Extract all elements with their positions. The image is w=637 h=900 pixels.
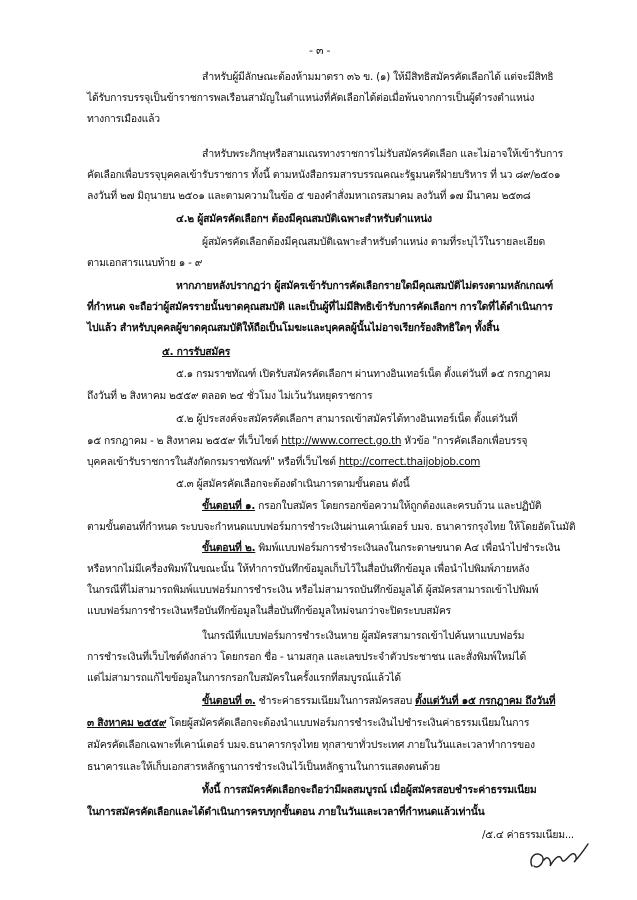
text-line: สมัครคัดเลือกเฉพาะที่เคาน์เตอร์ บมจ.ธนาคารกรุงไทย ทุกสาขาทั่วประเทศ ภายในวันและเวลาทำการของ (87, 739, 535, 751)
step-label: ขั้นตอนที่ ๓. (202, 695, 256, 707)
step-label: ขั้นตอนที่ ๒. (202, 542, 256, 554)
text-line: ในกรณีที่ไม่สามารถพิมพ์แบบฟอร์มการชำระเงิน หรือไม่สามารถบันทึกข้อมูลได้ ผู้สมัครสามารถเข้าไปพิมพ์ (87, 584, 539, 596)
continuation-note: /๕.๔ ค่าธรรมเนียม... (482, 829, 574, 841)
text-line: ลงวันที่ ๒๗ มิถุนายน ๒๕๐๑ และตามความในข้อ ๕ ของคำสั่งมหาเถรสมาคม ลงวันที่ ๑๗ มีนาคม ๒๕๓๘ (87, 190, 531, 202)
text-fragment: พิมพ์แบบฟอร์มการชำระเงินลงในกระดาษขนาด A๔ เพื่อนำไปชำระเงิน (255, 542, 561, 554)
text-fragment: ๑๕ กรกฎาคม - ๒ สิงหาคม ๒๕๕๙ ที่เว็บไซต์ (87, 435, 282, 447)
text-fragment: ชำระค่าธรรมเนียมในการสมัครสอบ (255, 695, 415, 707)
text-fragment: กรอกใบสมัคร โดยกรอกข้อความให้ถูกต้องและครบถ้วน และปฏิบัติ (255, 500, 542, 512)
text-line: ธนาคารและให้เก็บเอกสารหลักฐานการชำระเงินไว้เป็นหลักฐานในการแสดงตนด้วย (87, 761, 440, 773)
step-line (87, 717, 529, 730)
text-line: ได้รับการบรรจุเป็นข้าราชการพลเรือนสามัญในตำแหน่งที่คัดเลือกได้ต่อเมื่อพ้นจากการเป็นผู้ดำรงตำแหน่ง (87, 92, 535, 104)
text-line: ตามเอกสารแนบท้าย ๑ - ๙ (87, 257, 203, 269)
text-line: ๕.๑ กรมราชทัณฑ์ เปิดรับสมัครคัดเลือกฯ ผ่านทางอินเทอร์เน็ต ตั้งแต่วันที่ ๑๕ กรกฎาคม (176, 368, 551, 380)
text-line-with-link (87, 456, 480, 469)
date-emphasis: ๓ สิงหาคม ๒๕๕๙ (87, 717, 167, 729)
text-line: ผู้สมัครคัดเลือกต้องมีคุณสมบัติเฉพาะสำหรับตำแหน่ง ตามที่ระบุไว้ในรายละเอียด (202, 236, 546, 248)
correct-website-link[interactable]: http://www.correct.go.th (281, 435, 402, 447)
text-line: ๕.๓ ผู้สมัครคัดเลือกจะต้องดำเนินการตามขั้นตอน ดังนี้ (176, 478, 410, 490)
handwritten-initials-icon (526, 836, 596, 876)
text-fragment: โดยผู้สมัครคัดเลือกจะต้องนำแบบฟอร์มการชำระเงินไปชำระเงินค่าธรรมเนียมในการ (166, 717, 530, 729)
text-line: ในกรณีที่แบบฟอร์มการชำระเงินหาย ผู้สมัครสามารถเข้าไปค้นหาแบบฟอร์ม (202, 630, 525, 642)
text-line: ตามขั้นตอนที่กำหนด ระบบจะกำหนดแบบฟอร์มการชำระเงินผ่านเคาน์เตอร์ บมจ. ธนาคารกรุงไทย ให้โดยอัตโนมัติ (87, 521, 576, 533)
text-line: แต่ไม่สามารถแก้ไขข้อมูลในการกรอกใบสมัครในครั้งแรกที่สมบูรณ์แล้วได้ (87, 672, 401, 684)
text-fragment: บุคคลเข้ารับราชการในสังกัดกรมราชทัณฑ์" หรือที่เว็บไซต์ (87, 456, 339, 468)
text-line-bold: ที่กำหนด จะถือว่าผู้สมัครรายนั้นขาดคุณสมบัติ และเป็นผู้ที่ไม่มีสิทธิเข้ารับการคัดเลือกฯ การใดที่ได้ดำเนินการ (87, 301, 553, 313)
text-line: ทางการเมืองแล้ว (87, 113, 160, 125)
text-line-bold: ไปแล้ว สำหรับบุคคลผู้ขาดคุณสมบัติให้ถือเป็นโมฆะและบุคคลผู้นั้นไม่อาจเรียกร้องสิทธิใดๆ ทั้งสิ้น (87, 322, 500, 334)
text-line: สำหรับพระภิกษุหรือสามเณรทางราชการไม่รับสมัครคัดเลือก และไม่อาจให้เข้ารับการ (202, 148, 563, 160)
text-line: สำหรับผู้มีลักษณะต้องห้ามมาตรา ๓๖ ข. (๑) ให้มีสิทธิสมัครคัดเลือกได้ แต่จะมีสิทธิ (202, 71, 554, 83)
text-line: คัดเลือกเพื่อบรรจุบุคคลเข้ารับราชการ ทั้งนี้ ตามหนังสือกรมสารบรรณคณะรัฐมนตรีฝ่ายบริหาร ที่ นว ๘๙/๒๕๐๑ (87, 169, 561, 181)
thaijobjob-website-link[interactable]: http://correct.thaijobjob.com (338, 456, 481, 468)
text-line: หรือหากไม่มีเครื่องพิมพ์ในขณะนั้น ให้ทำการบันทึกข้อมูลเก็บไว้ในสื่อบันทึกข้อมูล เพื่อนำไปพิมพ์ภายหลัง (87, 563, 530, 575)
text-line: การชำระเงินที่เว็บไซต์ดังกล่าว โดยกรอก ชื่อ - นามสกุล และเลขประจำตัวประชาชน และสั่งพิมพ์ใหม่ได้ (87, 651, 527, 663)
text-line: แบบฟอร์มการชำระเงินหรือบันทึกข้อมูลในสื่อบันทึกข้อมูลใหม่จนกว่าจะปิดระบบสมัคร (87, 605, 451, 617)
text-fragment: หัวข้อ "การคัดเลือกเพื่อบรรจุ (401, 435, 528, 447)
page-number: - ๓ - (309, 44, 331, 57)
text-line-bold: หากภายหลังปรากฏว่า ผู้สมัครเข้ารับการคัดเลือกรายใดมีคุณสมบัติไม่ตรงตามหลักเกณฑ์ (176, 280, 554, 292)
text-line: ถึงวันที่ ๒ สิงหาคม ๒๕๕๙ ตลอด ๒๔ ชั่วโมง ไม่เว้นวันหยุดราชการ (87, 390, 373, 402)
step-line (202, 500, 541, 513)
section-heading: ๕. การรับสมัคร (162, 346, 231, 358)
section-heading: ๔.๒ ผู้สมัครคัดเลือกฯ ต้องมีคุณสมบัติเฉพาะสำหรับตำแหน่ง (176, 213, 432, 225)
text-line-with-link (87, 435, 527, 448)
text-line-bold: ในการสมัครคัดเลือกและได้ดำเนินการครบทุกขั้นตอน ภายในวันและเวลาที่กำหนดแล้วเท่านั้น (87, 806, 485, 818)
text-line-bold: ทั้งนี้ การสมัครคัดเลือกจะถือว่ามีผลสมบูรณ์ เมื่อผู้สมัครสอบชำระค่าธรรมเนียม (202, 784, 537, 796)
step-label: ขั้นตอนที่ ๑. (202, 500, 256, 512)
date-range-emphasis: ตั้งแต่วันที่ ๑๕ กรกฎาคม ถึงวันที่ (415, 695, 556, 707)
text-line: ๕.๒ ผู้ประสงค์จะสมัครคัดเลือกฯ สามารถเข้าสมัครได้ทางอินเทอร์เน็ต ตั้งแต่วันที่ (176, 413, 518, 425)
step-line (202, 695, 555, 708)
step-line (202, 542, 560, 555)
